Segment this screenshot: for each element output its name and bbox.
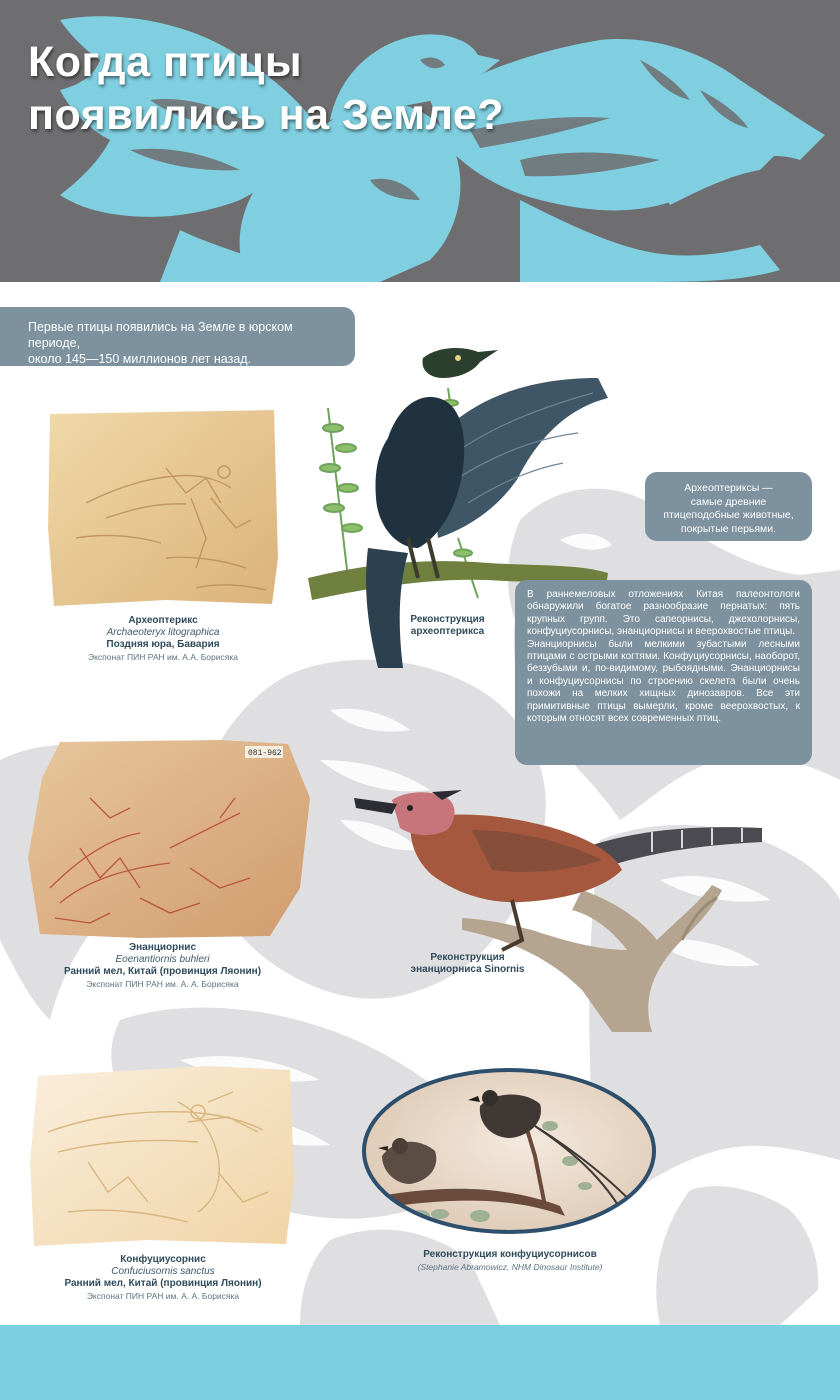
specimen-latin-name: Confuciusornis sanctus <box>111 1266 215 1277</box>
recon-line-1: Реконструкция <box>410 614 485 625</box>
archaeopteryx-caption <box>30 615 296 663</box>
sinornis-reconstruction-image <box>352 790 766 1032</box>
intro-line-2: около 145—150 миллионов лет назад. <box>28 352 252 366</box>
specimen-latin-name: Eoenantiornis buhleri <box>115 954 210 965</box>
title-line-2: появились на Земле? <box>28 91 505 139</box>
specimen-period: Ранний мел, Китай (провинция Ляонин) <box>64 1278 262 1289</box>
specimen-source: Экспонат ПИН РАН им. А. А. Борисяка <box>86 1291 240 1301</box>
fact-line-1: Археоптериксы — <box>684 482 773 494</box>
confuciusornis-reconstruction-image <box>360 1066 658 1236</box>
specimen-name: Энанциорнис <box>128 942 197 953</box>
recon-line-2: энанциорниса Sinornis <box>410 964 525 975</box>
archaeopteryx-fossil-image <box>46 408 280 608</box>
recon-line-1: Реконструкция конфуциусорнисов <box>423 1249 597 1260</box>
specimen-latin-name: Archaeoteryx litographica <box>106 627 220 638</box>
enantiornis-caption <box>25 942 300 990</box>
intro-text-box <box>0 307 355 366</box>
image-credit: (Stephanie Abramowicz, NHM Dinosaur Institute) <box>417 1262 603 1272</box>
specimen-name: Археоптерикс <box>128 615 198 626</box>
page-title <box>28 36 504 142</box>
sinornis-reconstruction-label <box>390 952 545 976</box>
archaeopteryx-fact-box <box>645 472 812 541</box>
enantiornis-specimen-label: 081-962 <box>248 749 282 758</box>
archaeopteryx-reconstruction-label <box>390 614 505 638</box>
header-banner <box>0 0 840 282</box>
fact-line-3: птицеподобные животные, <box>663 509 794 521</box>
specimen-period: Ранний мел, Китай (провинция Ляонин) <box>63 966 262 977</box>
fact-line-4: покрытые перьями. <box>680 522 777 535</box>
specimen-period: Поздняя юра, Бавария <box>106 639 220 650</box>
cretaceous-paragraph-1: В раннемеловых отложениях Китая палеонтологи обнаружили богатое разнообразие пернатых: пять крупных групп. Это сапеорнисы, джехолорнисы, конфуциусорнисы, энанциорнисы и веерохвостые птицы. <box>527 589 800 638</box>
recon-line-2: археоптерикса <box>410 626 485 637</box>
confuciusornis-caption <box>30 1254 296 1302</box>
specimen-source: Экспонат ПИН РАН им. А. А. Борисяка <box>86 979 239 989</box>
intro-line-1: Первые птицы появились на Земле в юрском периоде, <box>28 320 293 350</box>
specimen-source: Экспонат ПИН РАН им. А.А. Борисяка <box>88 652 238 662</box>
cretaceous-text-box <box>515 580 812 765</box>
recon-line-1: Реконструкция <box>430 952 505 963</box>
enantiornis-fossil-image <box>20 738 314 938</box>
fact-line-2: самые древние <box>690 495 767 508</box>
specimen-name: Конфуциусорнис <box>120 1254 206 1265</box>
confuciusornis-fossil-image <box>28 1062 296 1247</box>
confuciusornis-reconstruction-label <box>395 1249 625 1273</box>
cretaceous-paragraph-2: Энанциорнисы были мелкими зубастыми лесными птицами с острыми когтями. Конфуциусорнисы, наоборот, беззубыми и, по-видимому, рыбоядными. Энанциорнисы и конфуциусорнисы по строению скелета были очень похожи на мелких хищных динозавров. Все эти примитивные птицы вымерли, кроме веерохвостых, к которым относят всех современных птиц. <box>527 638 800 725</box>
title-line-1: Когда птицы <box>28 38 303 86</box>
footer-band <box>0 1325 840 1400</box>
